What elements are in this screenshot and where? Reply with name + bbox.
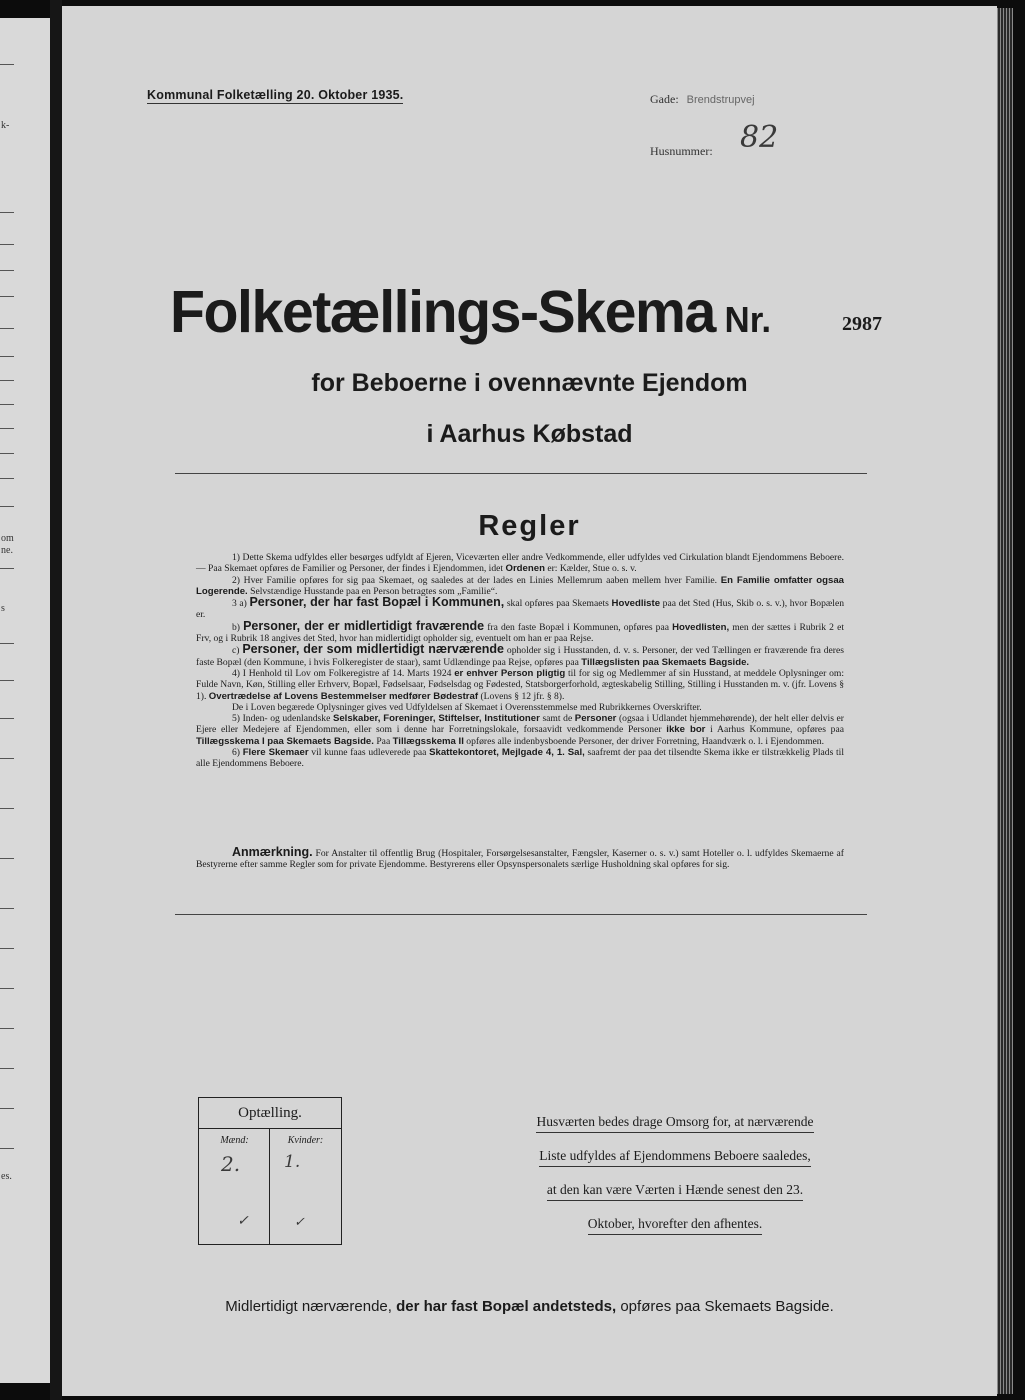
divider-top [175, 473, 867, 474]
rule-4: 4) I Henhold til Lov om Folkeregistre af 14. Marts 1924 er enhver Person pligtig til for sig og Medlemmer af sin Husstand, at meddele Oplysninger om: Fulde Navn, Køn, Stilling eller Erhverv, Bopæl, Fødselsaar, Fødselsdag og Fødested, Statsborgerforhold, ægteskabelig Stilling, Stilling i Husstanden m. v. (jfr. Lovens § 1). Overtrædelse af Lovens Bestemmelser medfører Bødestraf (Lovens § 12 jfr. § 8). [196, 667, 845, 702]
left-rule [0, 1108, 14, 1109]
left-rule [0, 244, 14, 245]
subtitle-residents: for Beboerne i ovennævnte Ejendom [311, 369, 748, 397]
rule-5: 5) Inden- og udenlandske Selskaber, Foreninger, Stiftelser, Institutioner samt de Personer (ogsaa i Udlandet hjemmehørende), der helt eller delvis er Ejere eller Medejere af Ejendommen, eller som i denne har Forretningslokale, forsaavidt vedkommende Personer ikke bor i Aarhus Kommune, opføres paa Tillægsskema I paa Skemaets Bagside. Paa Tillægsskema II opføres alle indenbysboende Personer, der driver Forretning, Haandværk o. l. i Ejendommen. [196, 713, 844, 747]
house-field [650, 142, 713, 160]
left-page-fragment [0, 18, 50, 1383]
landlord-notice [500, 1105, 850, 1241]
rule-1: 1) Dette Skema udfyldes eller besørges udfyldt af Ejeren, Viceværten eller andre Vedkommende, eller udfyldes ved Cirkulation blandt Ejendommens Beboere. — Paa Skemaet opføres de Familier og Personer, der findes i Ejendommen, idet Ordenen er: Kælder, Stue o. s. v. [196, 552, 844, 575]
book-gutter [50, 0, 62, 1400]
footer-pre: Midlertidigt nærværende, [225, 1298, 392, 1315]
left-rule [0, 718, 14, 719]
remark-text: For Anstalter til offentlig Brug (Hospitaler, Forsørgelsesanstalter, Fængsler, Kaserner o. s. v.) samt Hoteller o. l. udfyldes Skemaerne af Bestyrerne efter samme Regler som for private Ejendomme. Bestyrerens eller Opsynspersonalets særlige Husholdning skal opføres for sig. [196, 848, 844, 871]
left-rule [0, 758, 14, 759]
left-rule [0, 643, 14, 644]
notice-line-3: at den kan være Værten i Hænde senest den 23. [547, 1181, 803, 1201]
left-rule [0, 1028, 14, 1029]
rules-text [196, 552, 844, 770]
form-number: 2987 [842, 313, 882, 335]
left-text: om [1, 533, 14, 544]
left-rule [0, 428, 14, 429]
left-rule [0, 270, 14, 271]
subtitle-town: i Aarhus Købstad [426, 420, 633, 448]
left-rule [0, 988, 14, 989]
rule-3c: c) Personer, der som midlertidigt nærværende opholder sig i Husstanden, d. v. s. Personer, der ved Tællingen er fraværende fra deres faste Bopæl (den Kommune, i hvis Folkeregister de staar), samt Udlændinge paa Rejse, opføres paa Tillægslisten paa Skemaets Bagside. [196, 642, 844, 668]
left-text: ne. [1, 545, 13, 556]
count-box [198, 1097, 342, 1245]
left-rule [0, 212, 14, 213]
rule-2: 2) Hver Familie opføres for sig paa Skemaet, og saaledes at der lades en Linies Mellemrum aaben mellem hver Familie. En Familie omfatter ogsaa Logerende. Selvstændige Husstande paa en Person betragtes som „Familie“. [196, 574, 844, 597]
page-edges [997, 8, 1013, 1394]
count-box-title: Optælling. [199, 1098, 341, 1129]
left-rule [0, 506, 14, 507]
left-rule [0, 478, 14, 479]
women-column [269, 1128, 341, 1244]
tick-mark-icon: ✓ [294, 1215, 305, 1230]
left-rule [0, 404, 14, 405]
form-title [170, 278, 771, 346]
women-count: 1. [284, 1152, 301, 1172]
left-rule [0, 64, 14, 65]
left-rule [0, 568, 14, 569]
men-count: 2. [221, 1152, 241, 1176]
women-label: Kvinder: [287, 1135, 324, 1146]
left-rule [0, 328, 14, 329]
rule-6: 6) Flere Skemaer vil kunne faas udleverede paa Skattekontoret, Mejlgade 4, 1. Sal, saafremt der paa det tilsendte Skema ikke er tilstrækkelig Plads til alle Ejendommens Beboere. [196, 747, 844, 770]
left-rule [0, 948, 14, 949]
street-label: Gade: [650, 92, 679, 106]
notice-line-2: Liste udfyldes af Ejendommens Beboere saaledes, [539, 1147, 810, 1167]
left-rule [0, 296, 14, 297]
notice-line-1: Husværten bedes drage Omsorg for, at nærværende [536, 1113, 813, 1133]
rule-3a: 3 a) Personer, der har fast Bopæl i Kommunen, skal opføres paa Skemaets Hovedliste paa det Sted (Hus, Skib o. s. v.), hvor Bopælen er. [196, 595, 844, 621]
footer-post: opføres paa Skemaets Bagside. [620, 1298, 834, 1315]
tick-mark-icon: ✓ [237, 1213, 249, 1229]
house-label: Husnummer: [650, 144, 713, 158]
form-title-main: Folketællings-Skema [170, 279, 715, 345]
census-header: Kommunal Folketælling 20. Oktober 1935. [147, 88, 404, 102]
left-text: es. [1, 1171, 12, 1182]
left-rule [0, 858, 14, 859]
street-value: Brendstrupvej [686, 94, 755, 106]
men-column [199, 1128, 270, 1244]
rule-4-note: De i Loven begærede Oplysninger gives ved Udfyldelsen af Skemaet i Overensstemmelse med Rubrikkernes Overskrifter. [232, 701, 702, 713]
left-rule [0, 1068, 14, 1069]
house-number-handwritten: 82 [740, 120, 779, 155]
left-text: k- [1, 120, 10, 131]
rule-3b: b) Personer, der er midlertidigt fraværende fra den faste Bopæl i Kommunen, opføres paa Hovedlisten, men der sættes i Rubrik 2 et Frv, og i Rubrik 18 angives det Sted, hvor han midlertidigt opholder sig, eventuelt om han er paa Rejse. [196, 618, 844, 645]
divider-bottom [175, 914, 867, 915]
left-rule [0, 908, 14, 909]
left-rule [0, 680, 14, 681]
left-rule [0, 1148, 14, 1149]
rules-heading: Regler [478, 510, 581, 542]
footer-note [62, 1298, 997, 1315]
left-rule [0, 380, 14, 381]
remark-label: Anmærkning. [232, 845, 313, 859]
left-rule [0, 808, 14, 809]
men-label: Mænd: [220, 1135, 249, 1146]
remark [196, 847, 844, 871]
nr-label: Nr. [724, 299, 772, 340]
notice-line-4: Oktober, hvorefter den afhentes. [588, 1215, 763, 1235]
left-text: s [1, 603, 5, 614]
street-field [650, 90, 755, 108]
footer-bold: der har fast Bopæl andetsteds, [396, 1298, 617, 1315]
left-rule [0, 453, 14, 454]
left-rule [0, 356, 14, 357]
